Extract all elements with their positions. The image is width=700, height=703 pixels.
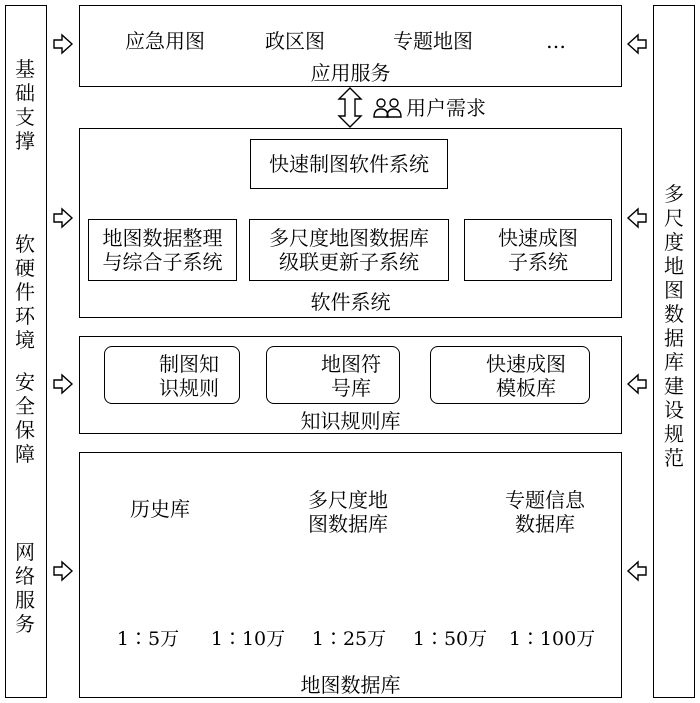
left-arrow-mapdb <box>54 562 72 580</box>
left-arrow-knowledge <box>54 375 72 393</box>
scale-5w-label: 1∶5万 <box>116 628 180 650</box>
right-arrow-app <box>628 35 646 53</box>
software-system-label: 软件系统 <box>310 290 391 314</box>
app-item-emergency: 应急用图 <box>125 29 205 53</box>
basic-support-label: 基础支撑 <box>15 57 35 153</box>
right-arrow-software <box>628 209 646 227</box>
knowledge-base-label: 知识规则库 <box>300 409 401 433</box>
app-item-more: … <box>546 29 566 53</box>
standard-label: 多尺度地图数据库建设规范 <box>664 182 684 470</box>
user-demand-label: 用户需求 <box>406 96 486 120</box>
knowledge-rules-label: 制图知 识规则 <box>159 352 219 400</box>
right-arrow-mapdb <box>628 562 646 580</box>
users-icon <box>374 99 401 117</box>
subsystem-data-label: 地图数据整理 与综合子系统 <box>102 226 223 274</box>
network-label: 网络服务 <box>15 540 35 636</box>
quick-mapping-software-label: 快速制图软件系统 <box>269 152 429 176</box>
multiscale-db-label: 多尺度地 图数据库 <box>308 488 388 536</box>
double-arrow <box>339 88 361 127</box>
scale-50w-label: 1∶50万 <box>412 628 488 650</box>
app-item-admin: 政区图 <box>265 29 325 53</box>
security-label: 安全保障 <box>15 370 35 466</box>
subsystem-quick-label: 快速成图 子系统 <box>498 226 578 274</box>
scale-25w-label: 1∶25万 <box>311 628 387 650</box>
history-db-label: 历史库 <box>130 497 190 521</box>
left-arrow-software <box>54 209 72 227</box>
map-database-label: 地图数据库 <box>300 673 401 697</box>
knowledge-symbols-label: 地图符 号库 <box>321 352 381 400</box>
software-hardware-label: 软硬件环境 <box>15 232 35 352</box>
app-item-thematic: 专题地图 <box>393 29 473 53</box>
app-service-label: 应用服务 <box>310 61 391 85</box>
subsystem-update-label: 多尺度地图数据库 级联更新子系统 <box>269 226 429 274</box>
right-arrow-knowledge <box>628 375 646 393</box>
thematic-db-label: 专题信息 数据库 <box>505 488 585 536</box>
left-arrow-app <box>54 35 72 53</box>
knowledge-templates-label: 快速成图 模板库 <box>486 352 566 400</box>
scale-100w-label: 1∶100万 <box>508 628 596 650</box>
scale-10w-label: 1∶10万 <box>210 628 286 650</box>
